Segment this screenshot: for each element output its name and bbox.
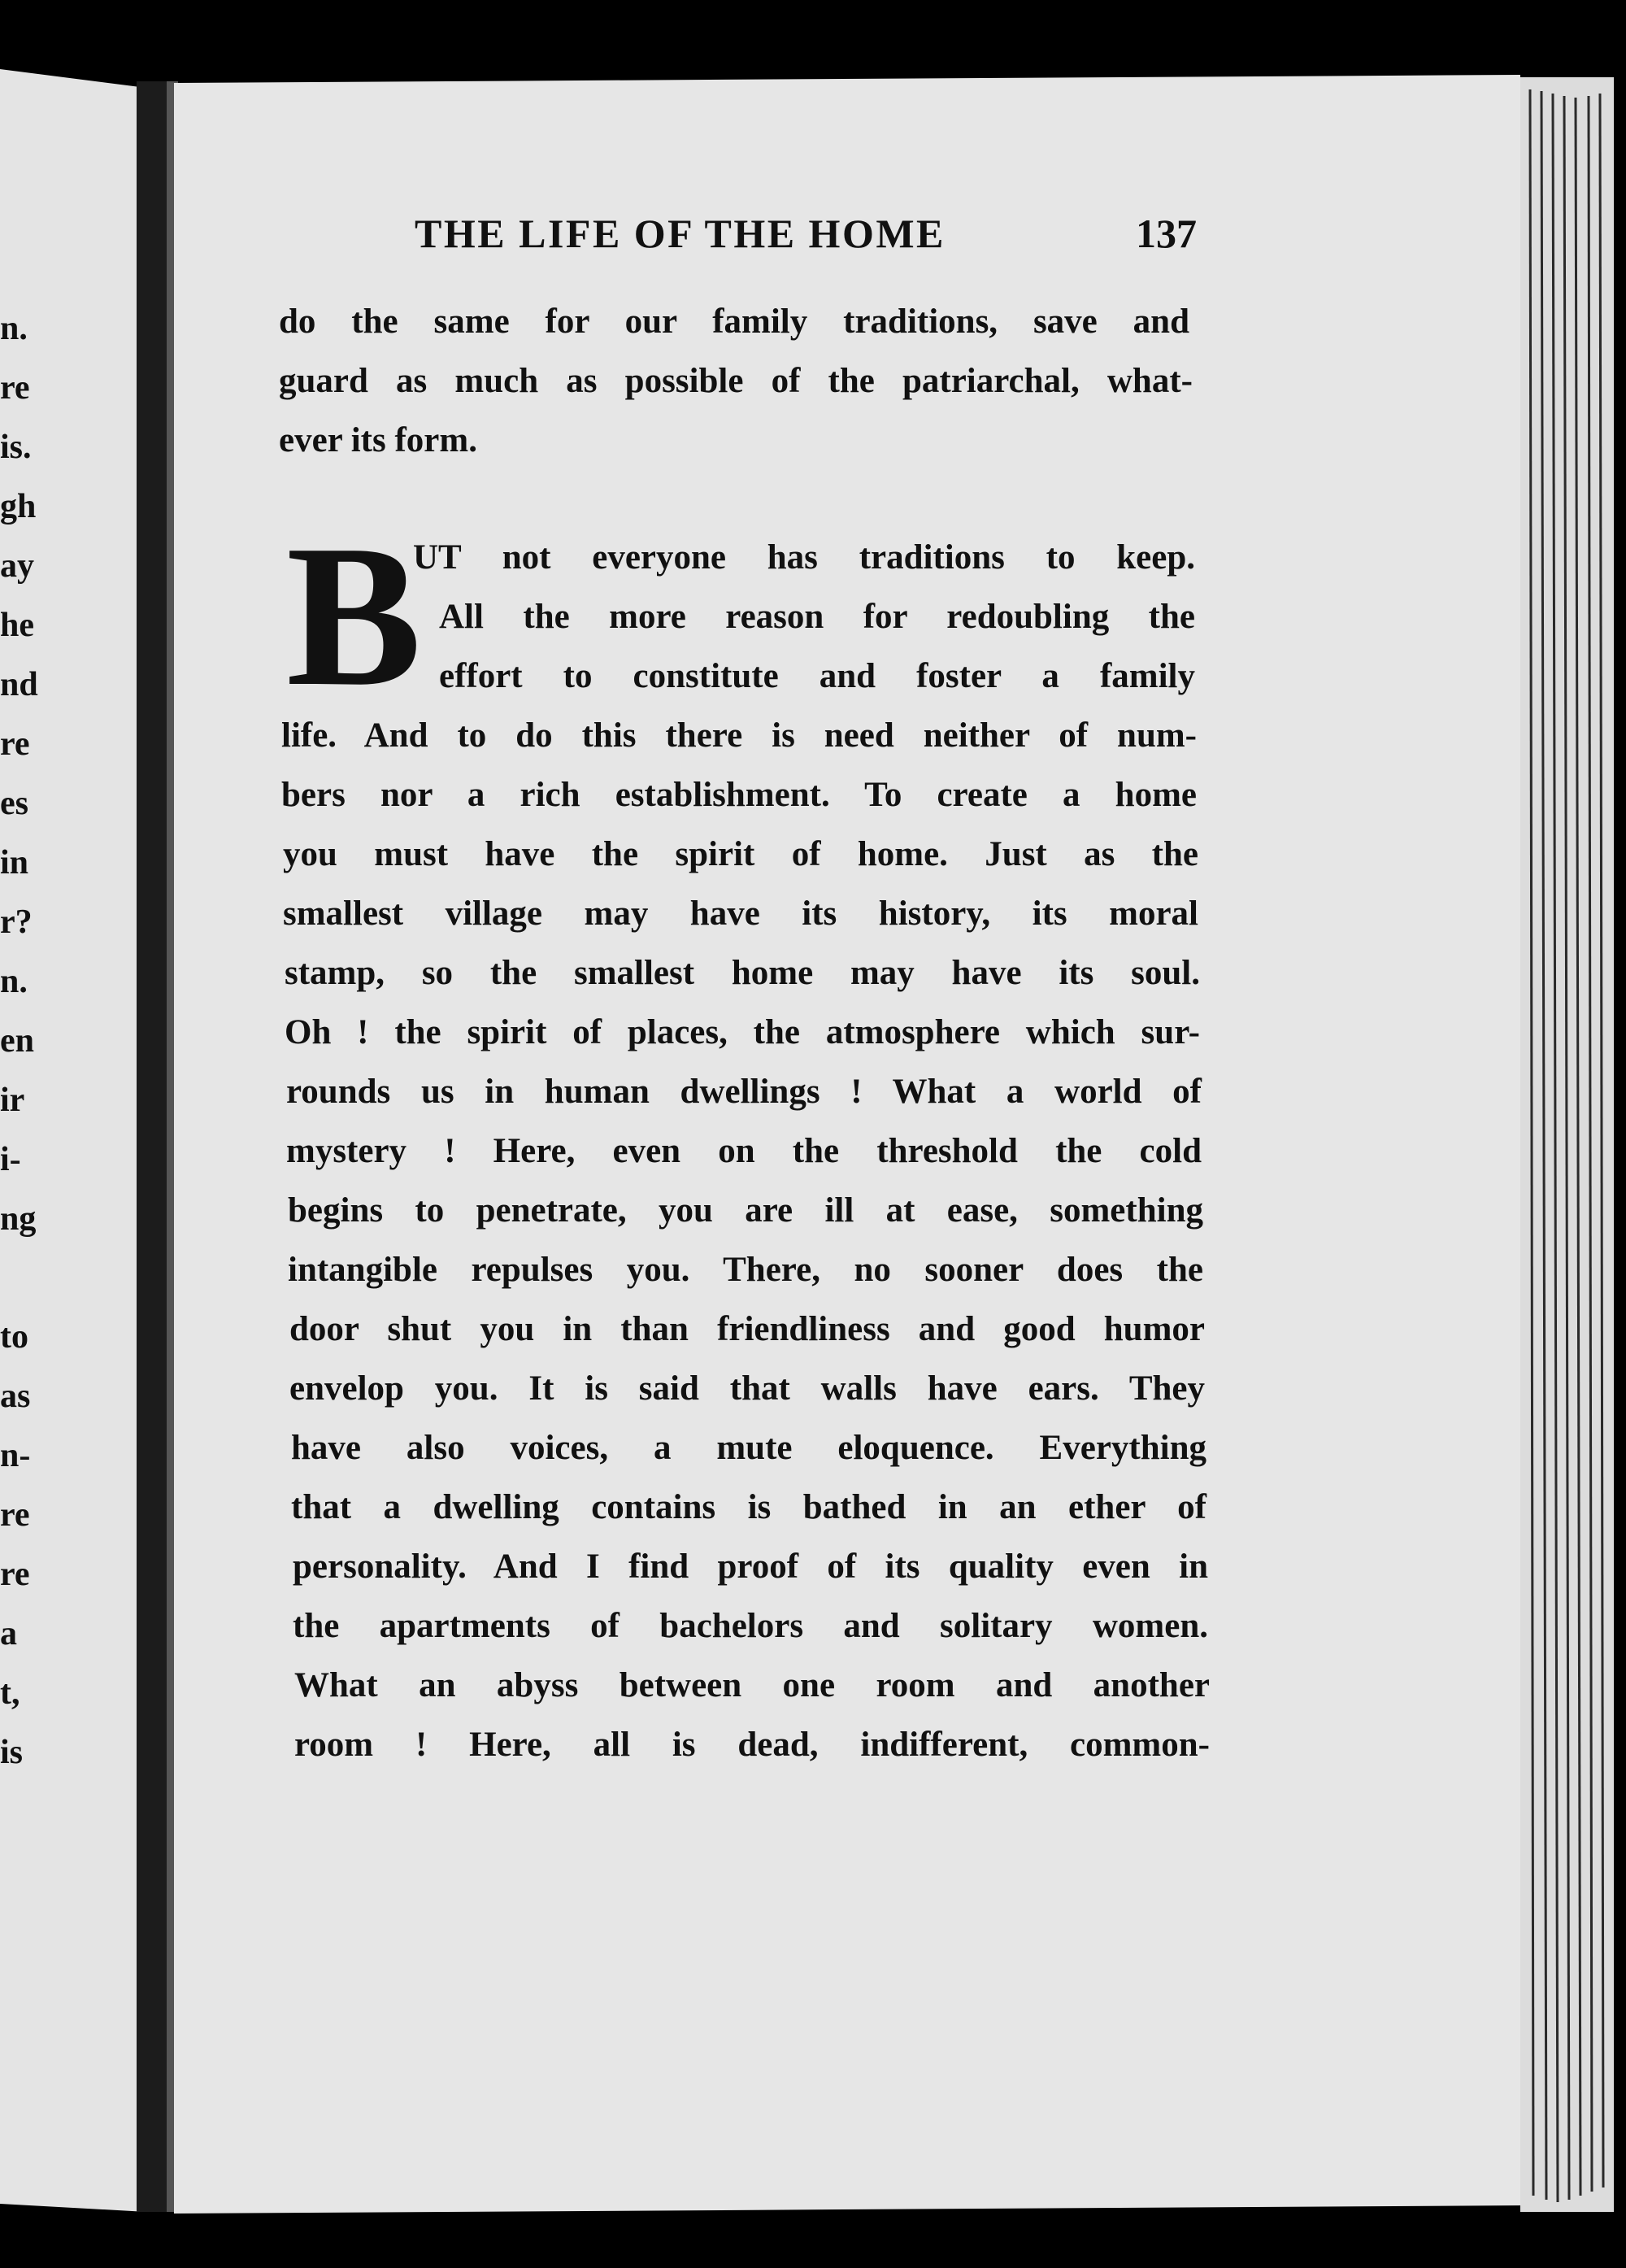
text-line: UT not everyone has traditions to keep.	[413, 538, 1195, 577]
left-fragment: es	[0, 785, 28, 822]
page-number: 137	[1136, 211, 1197, 256]
left-fragment: re	[0, 725, 30, 763]
left-fragment: is	[0, 1734, 24, 1771]
left-fragment: ir	[0, 1082, 25, 1119]
left-fragment: ay	[0, 547, 34, 585]
page-header	[415, 210, 1197, 262]
left-fragment: as	[0, 1378, 31, 1415]
text-line: smallest village may have its history, its moral	[283, 895, 1198, 933]
text-line: intangible repulses you. There, no sooner does the	[288, 1251, 1203, 1289]
text-line: room ! Here, all is dead, indifferent, common-	[294, 1726, 1210, 1764]
text-line: All the more reason for redoubling the	[439, 598, 1195, 636]
left-page-fragments	[0, 0, 49, 2268]
left-fragment: i-	[0, 1141, 21, 1178]
text-line: Oh ! the spirit of places, the atmosphere which sur-	[285, 1013, 1200, 1051]
left-fragment: re	[0, 1496, 30, 1534]
text-line: do the same for our family traditions, save and	[279, 303, 1189, 341]
text-line: bers nor a rich establishment. To create a home	[281, 776, 1197, 814]
text-line: mystery ! Here, even on the threshold the cold	[286, 1132, 1202, 1170]
left-fragment: n-	[0, 1437, 31, 1474]
text-line: life. And to do this there is need neither of num-	[281, 716, 1197, 755]
text-line: door shut you in than friendliness and good humor	[289, 1310, 1205, 1348]
text-line: that a dwelling contains is bathed in an ether of	[291, 1488, 1206, 1526]
drop-cap: B	[286, 503, 422, 729]
text-line: rounds us in human dwellings ! What a world of	[286, 1073, 1202, 1111]
text-line: What an abyss between one room and another	[294, 1666, 1210, 1704]
text-line: stamp, so the smallest home may have its soul.	[285, 954, 1200, 992]
text-line: effort to constitute and foster a family	[439, 657, 1195, 695]
text-line: personality. And I find proof of its quality even in	[293, 1548, 1208, 1586]
left-fragment: re	[0, 369, 30, 407]
running-head: THE LIFE OF THE HOME	[415, 211, 946, 256]
left-fragment: re	[0, 1556, 30, 1593]
left-fragment: is.	[0, 429, 32, 466]
left-fragment: to	[0, 1318, 28, 1356]
left-fragment: nd	[0, 666, 38, 703]
text-line: have also voices, a mute eloquence. Everything	[291, 1429, 1206, 1467]
text-line: the apartments of bachelors and solitary women.	[293, 1607, 1208, 1645]
text-line: begins to penetrate, you are ill at ease, something	[288, 1191, 1203, 1230]
left-fragment: he	[0, 607, 34, 644]
text-line: guard as much as possible of the patriarchal, what-	[279, 362, 1193, 400]
left-fragment: n.	[0, 310, 28, 347]
left-fragment: ng	[0, 1200, 37, 1238]
text-line: envelop you. It is said that walls have ears. They	[289, 1369, 1205, 1408]
left-fragment: in	[0, 844, 29, 882]
text-line: you must have the spirit of home. Just as the	[283, 835, 1198, 873]
left-fragment: r?	[0, 903, 33, 941]
text-line: ever its form.	[279, 421, 477, 459]
left-fragment: a	[0, 1615, 17, 1652]
left-fragment: gh	[0, 488, 37, 525]
left-fragment: en	[0, 1022, 34, 1060]
left-fragment: n.	[0, 963, 28, 1000]
left-fragment: t,	[0, 1674, 20, 1712]
